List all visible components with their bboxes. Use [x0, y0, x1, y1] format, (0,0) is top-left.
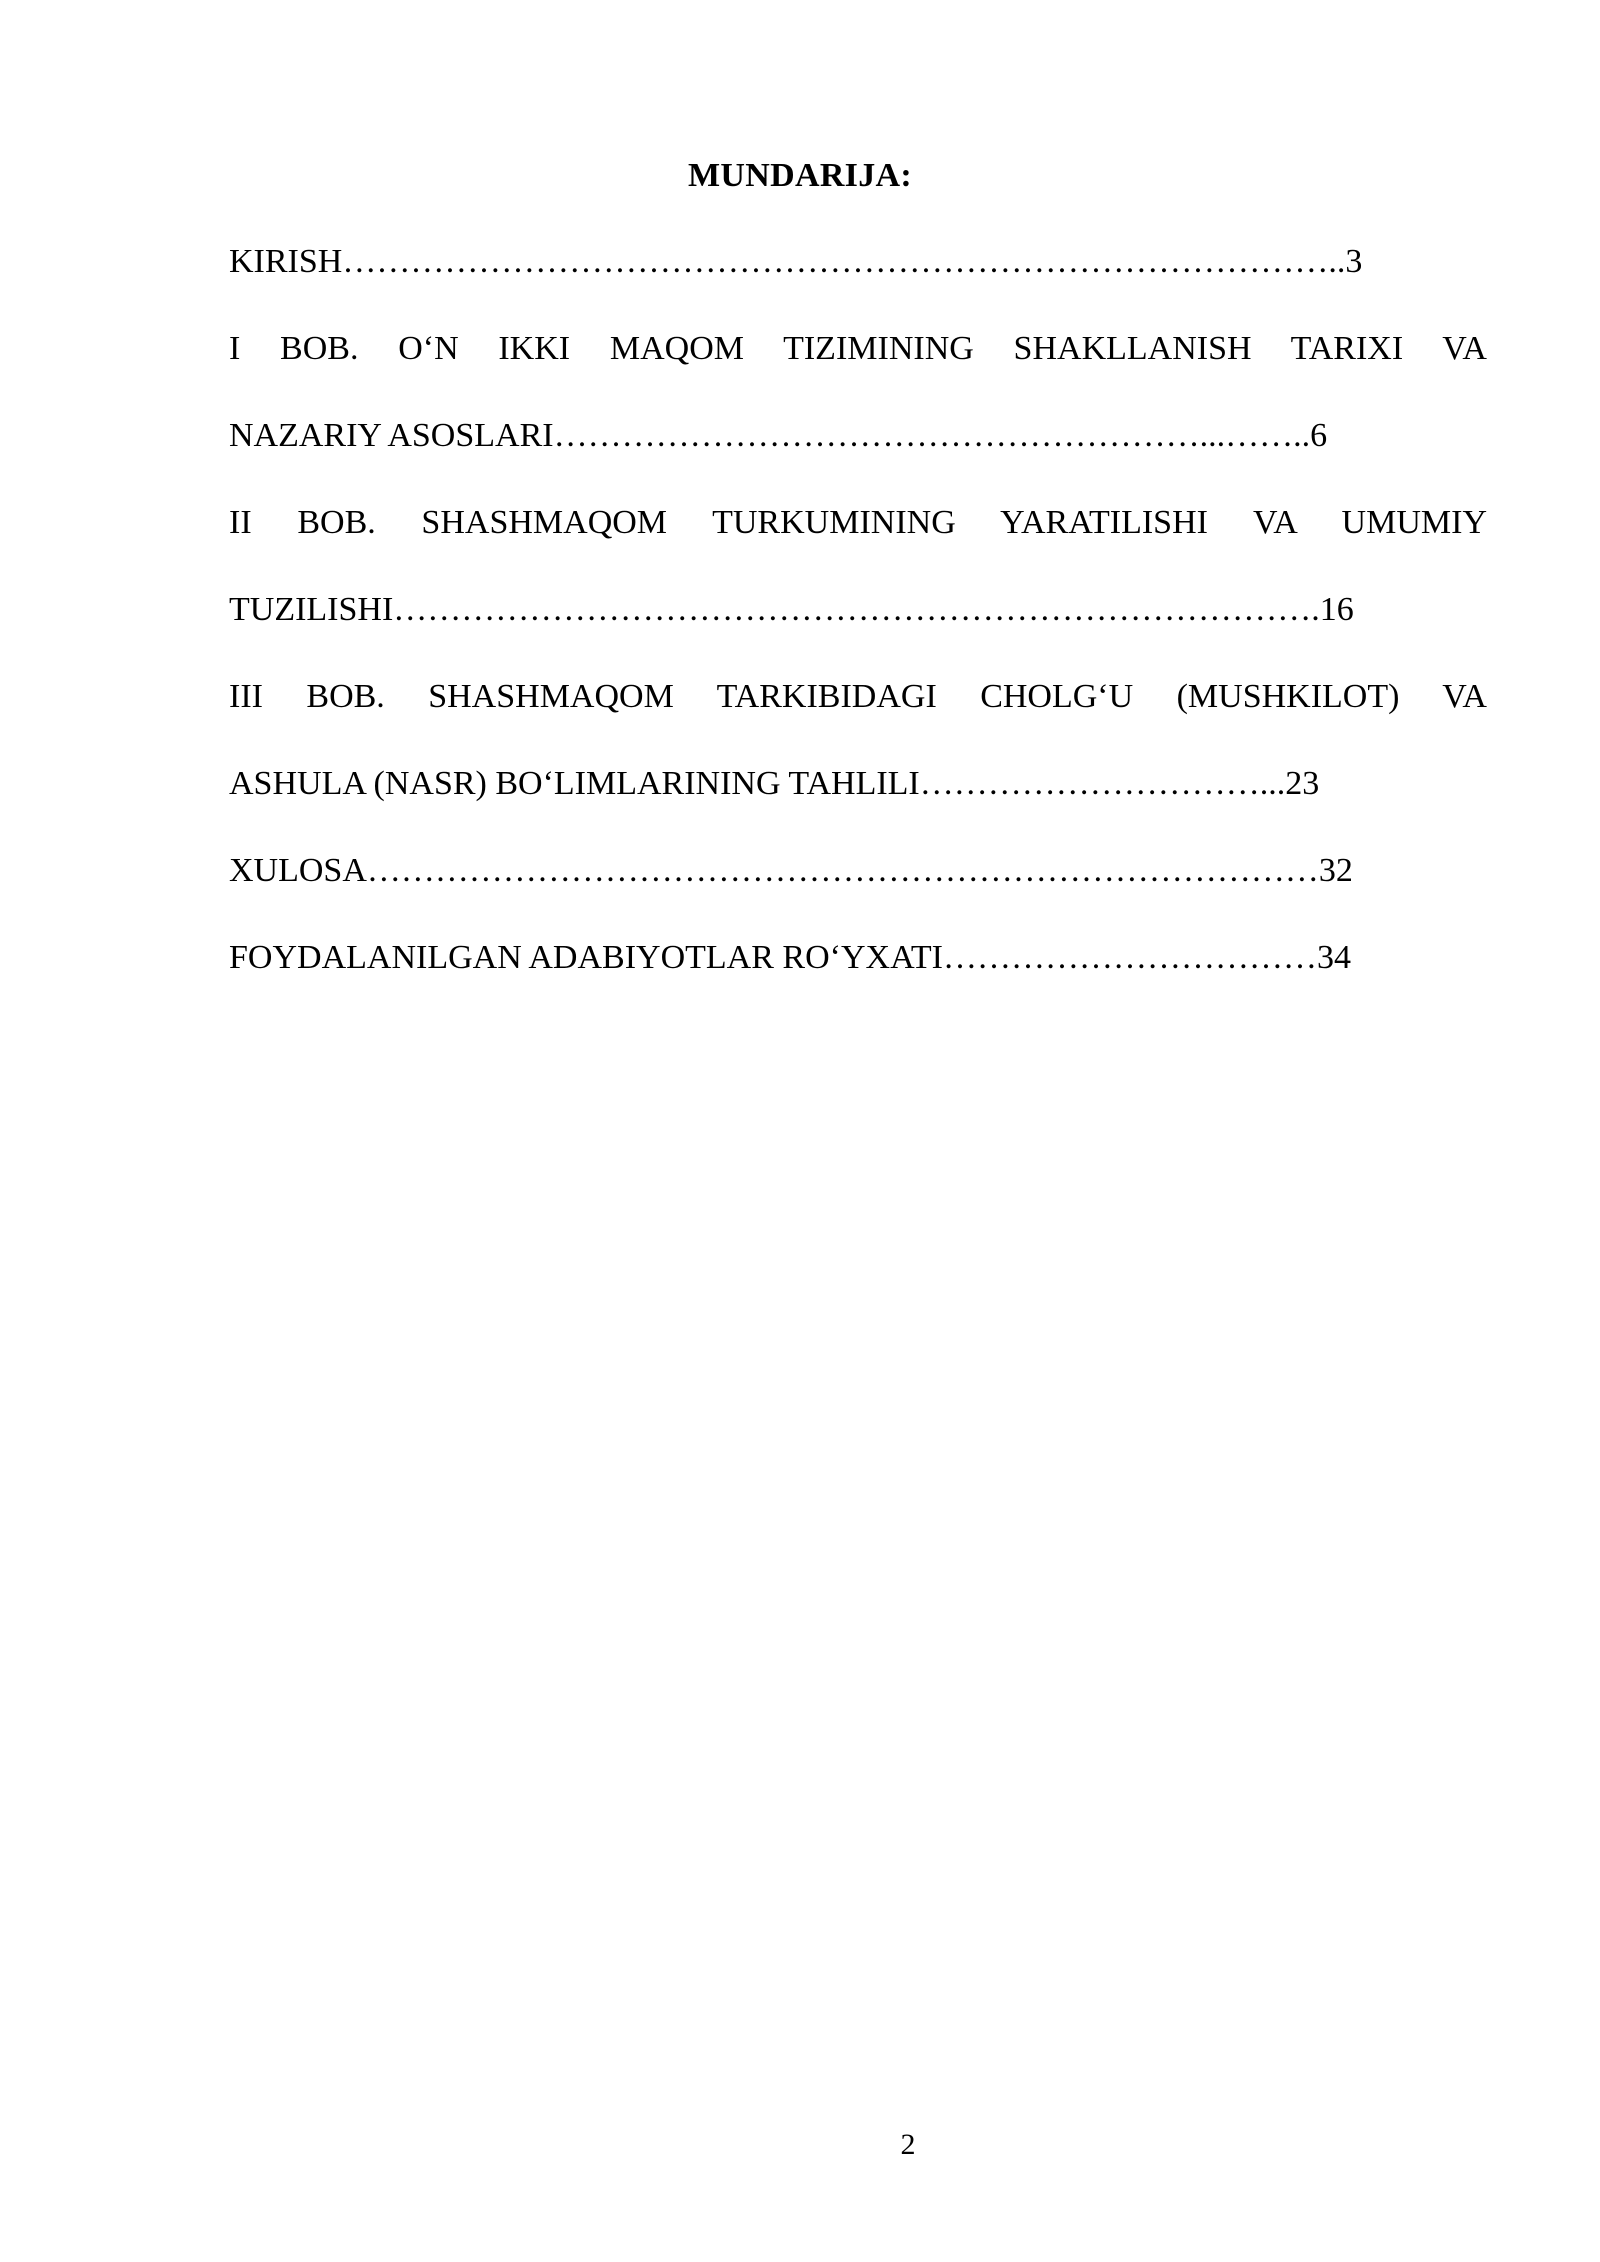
- toc-entry-xulosa: XULOSA…………………………………………………………………………32: [229, 852, 1353, 889]
- toc-entry-chapter-2-line-2: TUZILISHI……………………………………………………………………….16: [229, 591, 1354, 628]
- toc-entry-chapter-1-line-2: NAZARIY ASOSLARI…………………………………………………...……..6: [229, 417, 1328, 454]
- toc-entry-chapter-3-line-2: ASHULA (NASR) BO‘LIMLARINING TAHLILI…………………………...23: [229, 765, 1320, 802]
- toc-entry-chapter-3-line-1: III BOB. SHASHMAQOM TARKIBIDAGI CHOLG‘U (MUSHKILOT) VA: [229, 678, 1487, 715]
- page-title: MUNDARIJA:: [688, 157, 912, 194]
- toc-entry-chapter-2-line-1: II BOB. SHASHMAQOM TURKUMINING YARATILISHI VA UMUMIY: [229, 504, 1487, 541]
- toc-entry-references: FOYDALANILGAN ADABIYOTLAR RO‘YXATI……………………………34: [229, 939, 1351, 976]
- toc-entry-chapter-1-line-1: I BOB. O‘N IKKI MAQOM TIZIMINING SHAKLLANISH TARIXI VA: [229, 330, 1487, 367]
- toc-entry-kirish: KIRISH……………………………………………………………………………..3: [229, 243, 1363, 280]
- table-of-contents: [229, 238, 1487, 1021]
- page-number: 2: [900, 2128, 916, 2161]
